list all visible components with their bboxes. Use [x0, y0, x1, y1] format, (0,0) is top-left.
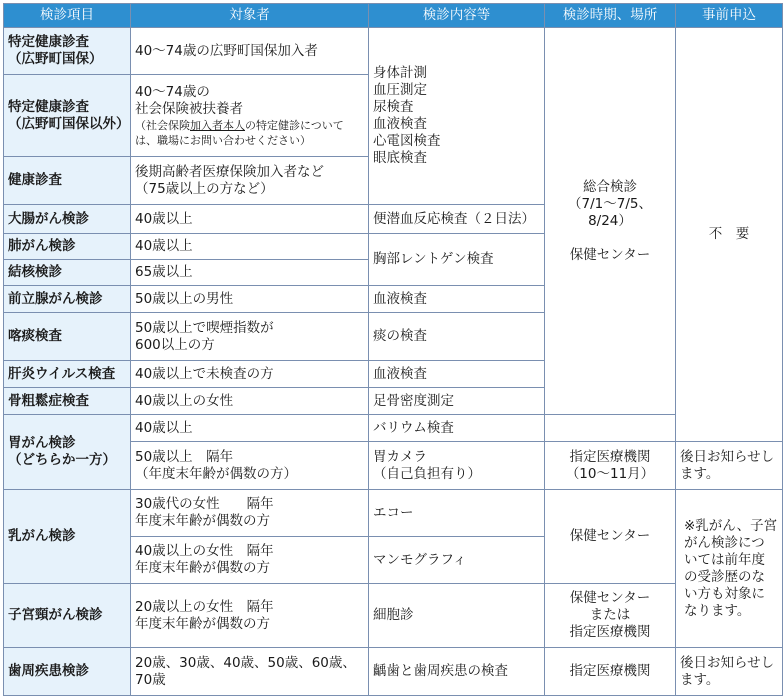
target-cell: 50歳以上の男性 [131, 286, 369, 313]
apply-note-cell: ※乳がん、子宮がん検診については前年度の受診歴のない方も対象になります。 [676, 490, 783, 648]
item-cell: 歯周疾患検診 [4, 648, 131, 696]
item-cell: 乳がん検診 [4, 490, 131, 584]
note-text: の特定健診については、職場にお問い合わせください） [135, 118, 344, 147]
header-item: 検診項目 [4, 4, 131, 28]
target-cell: 30歳代の女性 隔年 年度末年齢が偶数の方 [131, 490, 369, 537]
target-cell [131, 75, 369, 157]
table-header-row [4, 4, 783, 28]
header-target: 対象者 [131, 4, 369, 28]
content-cell: 齲歯と歯周疾患の検査 [369, 648, 545, 696]
content-cell: 痰の検査 [369, 313, 545, 361]
item-cell: 喀痰検査 [4, 313, 131, 361]
content-cell-basic: 身体計測 血圧測定 尿検査 血液検査 心電図検査 眼底検査 [369, 28, 545, 205]
target-cell: 40歳以上 [131, 205, 369, 234]
item-cell: 大腸がん検診 [4, 205, 131, 234]
item-cell: 結核検診 [4, 260, 131, 286]
content-cell: 足骨密度測定 [369, 388, 545, 415]
target-cell: 40歳以上 [131, 234, 369, 260]
target-cell: 50歳以上で喫煙指数が 600以上の方 [131, 313, 369, 361]
content-cell: 細胞診 [369, 584, 545, 648]
target-cell: 40～74歳の広野町国保加入者 [131, 28, 369, 75]
table-row [4, 490, 783, 537]
content-cell: 血液検査 [369, 286, 545, 313]
item-cell: 骨粗鬆症検査 [4, 388, 131, 415]
target-cell: 20歳以上の女性 隔年 年度末年齢が偶数の方 [131, 584, 369, 648]
target-cell: 後期高齢者医療保険加入者など （75歳以上の方など） [131, 157, 369, 205]
item-cell: 胃がん検診 （どちらか一方） [4, 415, 131, 490]
apply-cell-main: 不 要 [676, 28, 783, 442]
apply-cell: 後日お知らせします。 [676, 648, 783, 696]
content-cell: マンモグラフィ [369, 537, 545, 584]
table-row [4, 415, 783, 442]
period-cell-main: 総合検診 （7/1～7/5、 8/24） 保健センター [545, 28, 676, 415]
item-cell: 健康診査 [4, 157, 131, 205]
note-text: （社会保険 [135, 118, 190, 132]
header-period: 検診時期、場所 [545, 4, 676, 28]
item-cell: 子宮頸がん検診 [4, 584, 131, 648]
item-cell: 前立腺がん検診 [4, 286, 131, 313]
content-cell: 血液検査 [369, 361, 545, 388]
item-cell: 肺がん検診 [4, 234, 131, 260]
item-cell: 特定健康診査 （広野町国保以外） [4, 75, 131, 157]
target-cell: 40歳以上の女性 隔年 年度末年齢が偶数の方 [131, 537, 369, 584]
screening-table [3, 3, 783, 696]
period-cell: 保健センター または 指定医療機関 [545, 584, 676, 648]
content-cell: バリウム検査 [369, 415, 545, 442]
content-cell: 胃カメラ （自己負担有り） [369, 442, 545, 490]
header-content: 検診内容等 [369, 4, 545, 28]
period-cell: 指定医療機関 [545, 648, 676, 696]
content-cell: 便潜血反応検査（２日法） [369, 205, 545, 234]
target-main: 40～74歳の 社会保険被扶養者 [135, 83, 243, 117]
target-cell: 20歳、30歳、40歳、50歳、60歳、 70歳 [131, 648, 369, 696]
item-cell: 特定健康診査 （広野町国保） [4, 28, 131, 75]
table-row [4, 584, 783, 648]
content-cell-lung: 胸部レントゲン検査 [369, 234, 545, 286]
apply-cell: 後日お知らせします。 [676, 442, 783, 490]
header-apply: 事前申込 [676, 4, 783, 28]
target-cell: 50歳以上 隔年 （年度末年齢が偶数の方） [131, 442, 369, 490]
note-underline-text: 加入者本人 [190, 118, 245, 132]
target-cell: 40歳以上で未検査の方 [131, 361, 369, 388]
target-cell: 65歳以上 [131, 260, 369, 286]
table-row [4, 28, 783, 75]
table-row [4, 648, 783, 696]
item-cell: 肝炎ウイルス検査 [4, 361, 131, 388]
content-cell: エコー [369, 490, 545, 537]
period-cell: 指定医療機関 （10～11月） [545, 442, 676, 490]
period-cell: 保健センター [545, 490, 676, 584]
target-note [135, 118, 364, 148]
target-cell: 40歳以上 [131, 415, 369, 442]
target-cell: 40歳以上の女性 [131, 388, 369, 415]
